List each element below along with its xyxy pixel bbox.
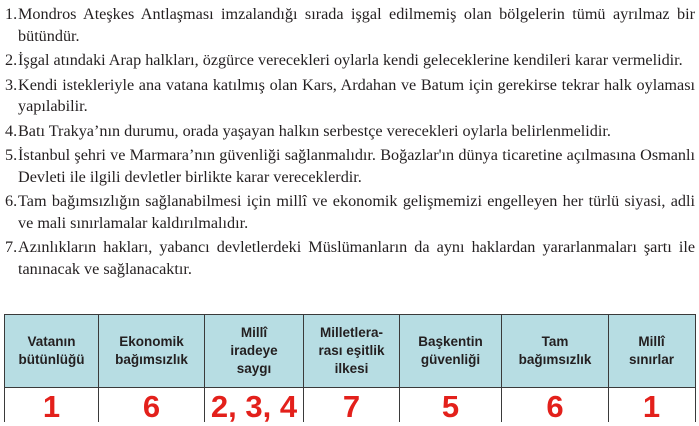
item-text: Azınlıkların hakları, yabancı devletlerdeki Müslümanların da aynı haklardan yararlanmaları şartı ile tanınacak ve sağlanacaktır. [18,238,695,278]
principles-table [4,314,696,422]
table-answer-row [5,388,695,422]
table-header-cell: Milletlera- rası eşitlik ilkesi [304,315,400,387]
list-item [5,75,695,118]
article-list [5,4,695,283]
item-number: 6. [5,192,18,210]
item-text: İşgal atındaki Arap halkları, özgürce verecekleri oylarla kendi geleceklerine kendileri karar vermelidir. [18,51,683,69]
item-text: Tam bağımsızlığın sağlanabilmesi için millî ve ekonomik gelişmemizi engelleyen her türlü siyasi, adli ve mali sınırlamalar kaldırılmalıdır. [18,192,695,232]
answer-cell: 5 [400,388,502,422]
answer-cell: 6 [99,388,205,422]
item-text: Kendi istekleriyle ana vatana katılmış olan Kars, Ardahan ve Batum için gerekirse tekrar halk oylaması yapılabilir. [18,75,695,115]
list-item [5,145,695,188]
answer-cell: 7 [304,388,400,422]
answer-cell: 6 [502,388,609,422]
table-header-cell: Millî iradeye saygı [205,315,304,387]
table-header-row [5,315,695,388]
list-item [5,237,695,280]
table-header-cell: Vatanın bütünlüğü [5,315,99,387]
answer-cell: 1 [642,389,661,424]
list-item [5,50,695,72]
list-item [5,191,695,234]
item-text: Batı Trakya’nın durumu, orada yaşayan halkın serbestçe verecekleri oylarla belirlenmelidir. [18,121,611,140]
item-text: İstanbul şehri ve Marmara’nın güvenliği sağlanmalıdır. Boğazlar'ın dünya ticaretine açılmasına Osmanlı Devleti ile ilgili devletler birlikte karar vereceklerdir. [18,146,695,186]
list-item [5,121,695,143]
item-number: 1. [5,5,18,23]
item-number: 5. [5,146,18,164]
table-header-cell: Başkentin güvenliği [400,315,502,387]
table-header-cell: Millî sınırlar [628,334,675,367]
item-number: 3. [5,75,18,94]
item-number: 4. [5,121,18,140]
item-number: 2. [5,51,18,69]
answer-cell: 1 [5,388,99,422]
answer-cell: 2, 3, 4 [205,388,304,422]
table-header-cell: Ekonomik bağımsızlık [99,315,205,387]
list-item [5,4,695,47]
table-header-cell: Tam bağımsızlık [502,315,609,387]
item-text: Mondros Ateşkes Antlaşması imzalandığı sırada işgal edilmemiş olan bölgelerin tümü ayrılmaz bir bütündür. [18,5,695,45]
item-number: 7. [5,238,18,256]
